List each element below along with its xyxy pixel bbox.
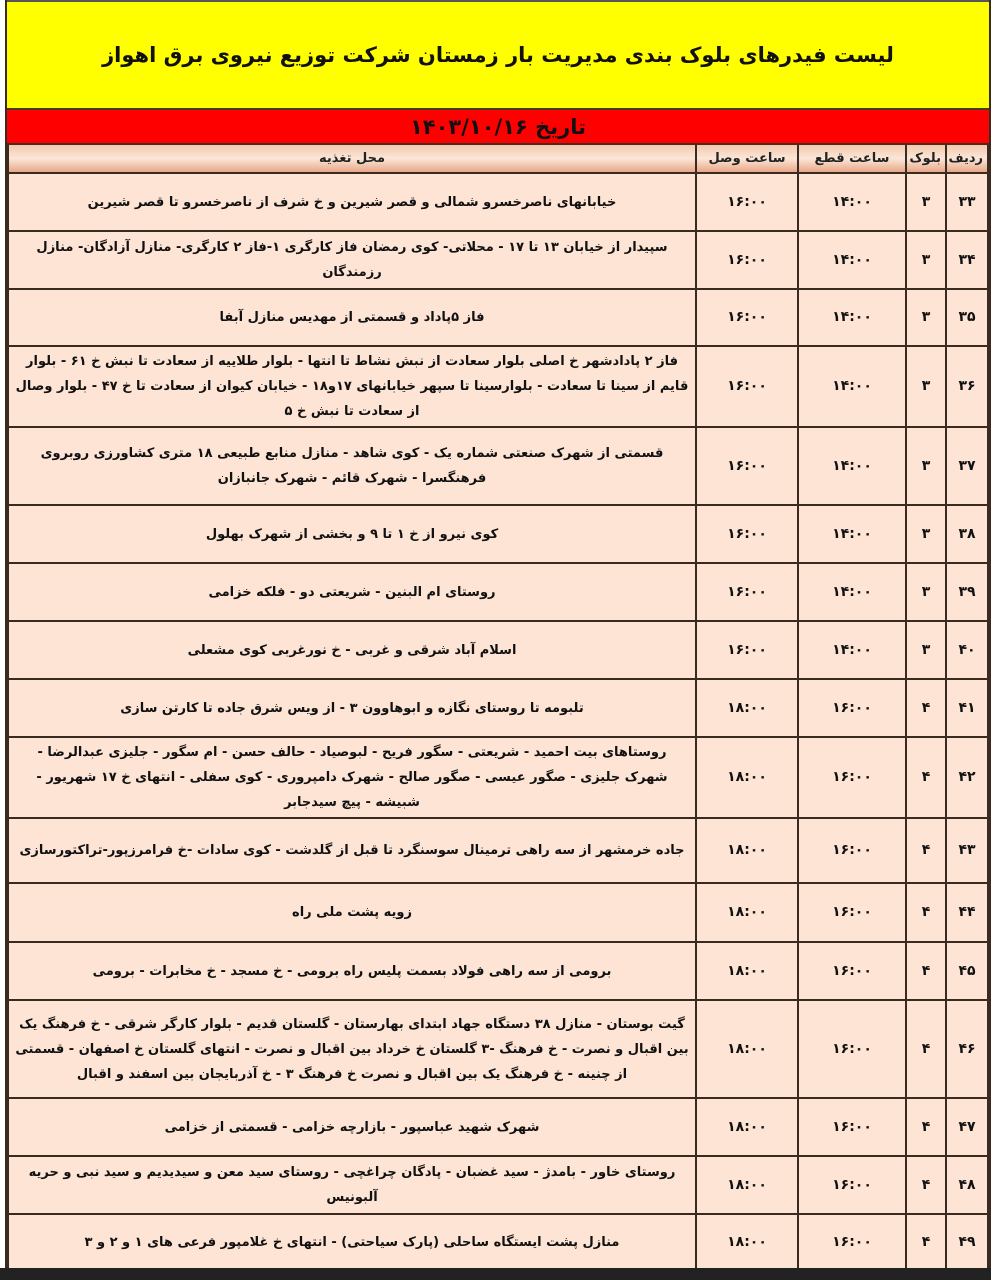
reconnect-time-cell: ۱۸:۰۰	[696, 1000, 798, 1098]
row-number-cell: ۴۹	[946, 1214, 988, 1271]
location-cell: فاز ۵پاداد و قسمتی از مهدیس منازل آبفا	[8, 289, 696, 346]
cut-time-cell: ۱۴:۰۰	[798, 427, 906, 505]
table-row	[8, 346, 988, 427]
block-cell: ۳	[906, 427, 946, 505]
location-cell: اسلام آباد شرقی و غربی - خ نورغربی کوی مشعلی	[8, 621, 696, 679]
block-cell: ۴	[906, 1214, 946, 1271]
table-row	[8, 563, 988, 621]
location-cell: شهرک شهید عباسپور - بازارچه خزامی - قسمتی از خزامی	[8, 1098, 696, 1156]
title-banner	[7, 0, 989, 110]
table-row	[8, 1156, 988, 1214]
cut-time-cell: ۱۶:۰۰	[798, 1156, 906, 1214]
reconnect-time-cell: ۱۸:۰۰	[696, 737, 798, 818]
location-cell: جاده خرمشهر از سه راهی ترمینال سوسنگرد تا قبل از گلدشت - کوی سادات -خ فرامرزپور-تراکتورسازی	[8, 818, 696, 883]
bottom-edge	[0, 1268, 991, 1280]
block-cell: ۳	[906, 563, 946, 621]
reconnect-time-cell: ۱۶:۰۰	[696, 505, 798, 563]
cut-time-cell: ۱۶:۰۰	[798, 1098, 906, 1156]
location-cell: فاز ۲ پادادشهر خ اصلی بلوار سعادت از نبش نشاط تا انتها - بلوار طلاییه از سعادت تا نبش خ ۶۱ - بلوار قایم از سینا تا سعادت - بلوارسینا تا سپهر خیابانهای ۱۷و۱۸ - خیابان کیوان از سعادت تا خ ۴۷ - بلوار وصال از سعادت تا نبش خ ۵	[8, 346, 696, 427]
column-header-reconnect-time: ساعت وصل	[696, 145, 798, 173]
schedule-date: تاریخ ۱۴۰۳/۱۰/۱۶	[409, 114, 587, 139]
location-cell: تلبومه تا روستای نگازه و ابوهاوون ۳ - از ویس شرق جاده تا کارتن سازی	[8, 679, 696, 737]
date-banner	[7, 110, 989, 145]
location-cell: روستاهای بیت احمید - شریعتی - سگور فریح - لبوصیاد - حالف حسن - ام سگور - جلیزی عبدالرضا - شهرک جلیزی - صگور عیسی - صگور صالح - شهرک دامپروری - کوی سفلی - انتهای خ ۱۷ شهریور - شبیشه - پیچ سیدجابر	[8, 737, 696, 818]
cut-time-cell: ۱۶:۰۰	[798, 1214, 906, 1271]
table-row	[8, 231, 988, 289]
cut-time-cell: ۱۶:۰۰	[798, 1000, 906, 1098]
reconnect-time-cell: ۱۸:۰۰	[696, 1156, 798, 1214]
location-cell: منازل پشت ایستگاه ساحلی (پارک سیاحتی) - انتهای خ غلامپور فرعی های ۱ و ۲ و ۳	[8, 1214, 696, 1271]
location-cell: کوی نیرو از خ ۱ تا ۹ و بخشی از شهرک بهلول	[8, 505, 696, 563]
block-cell: ۴	[906, 737, 946, 818]
block-cell: ۳	[906, 346, 946, 427]
cut-time-cell: ۱۶:۰۰	[798, 737, 906, 818]
table-row	[8, 1214, 988, 1271]
reconnect-time-cell: ۱۶:۰۰	[696, 346, 798, 427]
cut-time-cell: ۱۴:۰۰	[798, 505, 906, 563]
block-cell: ۴	[906, 679, 946, 737]
row-number-cell: ۴۷	[946, 1098, 988, 1156]
table-row	[8, 818, 988, 883]
cut-time-cell: ۱۴:۰۰	[798, 289, 906, 346]
row-number-cell: ۴۴	[946, 883, 988, 942]
table-row	[8, 737, 988, 818]
row-number-cell: ۳۵	[946, 289, 988, 346]
block-cell: ۳	[906, 621, 946, 679]
column-header-row-number: ردیف	[946, 145, 988, 173]
cut-time-cell: ۱۴:۰۰	[798, 621, 906, 679]
table-row	[8, 883, 988, 942]
block-cell: ۳	[906, 505, 946, 563]
cut-time-cell: ۱۶:۰۰	[798, 883, 906, 942]
location-cell: گیت بوستان - منازل ۳۸ دستگاه جهاد ابتدای بهارستان - گلستان قدیم - بلوار کارگر شرقی - خ فرهنگ یک بین اقبال و نصرت - خ فرهنگ -۳ گلستان خ خرداد بین اقبال و نصرت - انتهای گلستان خ اصفهان - قسمتی از چنینه - خ فرهنگ یک بین اقبال و نصرت خ فرهنگ ۳ - خ آذربایجان بین اسفند و اقبال	[8, 1000, 696, 1098]
location-cell: قسمتی از شهرک صنعتی شماره یک - کوی شاهد - منازل منابع طبیعی ۱۸ متری کشاورزی روبروی فرهنگسرا - شهرک قائم - شهرک جانبازان	[8, 427, 696, 505]
reconnect-time-cell: ۱۶:۰۰	[696, 427, 798, 505]
reconnect-time-cell: ۱۶:۰۰	[696, 621, 798, 679]
column-header-block: بلوک	[906, 145, 946, 173]
reconnect-time-cell: ۱۸:۰۰	[696, 1098, 798, 1156]
row-number-cell: ۳۸	[946, 505, 988, 563]
location-cell: زویه پشت ملی راه	[8, 883, 696, 942]
cut-time-cell: ۱۴:۰۰	[798, 563, 906, 621]
table-row	[8, 289, 988, 346]
block-cell: ۴	[906, 1000, 946, 1098]
location-cell: روستای ام البنین - شریعتی دو - فلکه خزامی	[8, 563, 696, 621]
reconnect-time-cell: ۱۸:۰۰	[696, 1214, 798, 1271]
block-cell: ۴	[906, 1098, 946, 1156]
block-cell: ۴	[906, 942, 946, 1000]
table-row	[8, 1098, 988, 1156]
row-number-cell: ۳۶	[946, 346, 988, 427]
page-title: لیست فیدرهای بلوک بندی مدیریت بار زمستان شرکت توزیع نیروی برق اهواز	[102, 43, 894, 67]
column-header-location: محل تغذیه	[8, 145, 696, 173]
row-number-cell: ۳۴	[946, 231, 988, 289]
row-number-cell: ۴۸	[946, 1156, 988, 1214]
reconnect-time-cell: ۱۶:۰۰	[696, 231, 798, 289]
block-cell: ۴	[906, 1156, 946, 1214]
block-cell: ۳	[906, 231, 946, 289]
row-number-cell: ۴۱	[946, 679, 988, 737]
cut-time-cell: ۱۴:۰۰	[798, 346, 906, 427]
table-row	[8, 505, 988, 563]
table-header-row	[8, 145, 988, 173]
cut-time-cell: ۱۶:۰۰	[798, 942, 906, 1000]
reconnect-time-cell: ۱۸:۰۰	[696, 942, 798, 1000]
table-row	[8, 1000, 988, 1098]
row-number-cell: ۴۵	[946, 942, 988, 1000]
cut-time-cell: ۱۶:۰۰	[798, 818, 906, 883]
reconnect-time-cell: ۱۸:۰۰	[696, 818, 798, 883]
table-row	[8, 427, 988, 505]
cut-time-cell: ۱۴:۰۰	[798, 231, 906, 289]
cut-time-cell: ۱۶:۰۰	[798, 679, 906, 737]
block-cell: ۳	[906, 173, 946, 231]
schedule-sheet	[5, 0, 991, 1272]
reconnect-time-cell: ۱۶:۰۰	[696, 289, 798, 346]
row-number-cell: ۴۲	[946, 737, 988, 818]
reconnect-time-cell: ۱۶:۰۰	[696, 173, 798, 231]
row-number-cell: ۴۳	[946, 818, 988, 883]
cut-time-cell: ۱۴:۰۰	[798, 173, 906, 231]
block-cell: ۴	[906, 818, 946, 883]
location-cell: برومی از سه راهی فولاد بسمت پلیس راه برومی - خ مسجد - خ مخابرات - برومی	[8, 942, 696, 1000]
table-row	[8, 621, 988, 679]
feeder-table	[7, 145, 989, 1272]
table-row	[8, 942, 988, 1000]
table-row	[8, 679, 988, 737]
reconnect-time-cell: ۱۸:۰۰	[696, 679, 798, 737]
location-cell: روستای خاور - بامدژ - سید غضبان - پادگان چراغچی - روستای سید معن و سیدیدیم و سید نبی و حریه آلبونیس	[8, 1156, 696, 1214]
row-number-cell: ۴۶	[946, 1000, 988, 1098]
row-number-cell: ۳۳	[946, 173, 988, 231]
row-number-cell: ۳۷	[946, 427, 988, 505]
column-header-cut-time: ساعت قطع	[798, 145, 906, 173]
row-number-cell: ۳۹	[946, 563, 988, 621]
block-cell: ۳	[906, 289, 946, 346]
reconnect-time-cell: ۱۸:۰۰	[696, 883, 798, 942]
block-cell: ۴	[906, 883, 946, 942]
location-cell: سپیدار از خیابان ۱۳ تا ۱۷ - محلاتی- کوی رمضان فاز کارگری ۱-فاز ۲ کارگری- منازل آزادگان- منازل رزمندگان	[8, 231, 696, 289]
table-row	[8, 173, 988, 231]
row-number-cell: ۴۰	[946, 621, 988, 679]
reconnect-time-cell: ۱۶:۰۰	[696, 563, 798, 621]
location-cell: خیابانهای ناصرخسرو شمالی و قصر شیرین و خ شرف از ناصرخسرو تا قصر شیرین	[8, 173, 696, 231]
